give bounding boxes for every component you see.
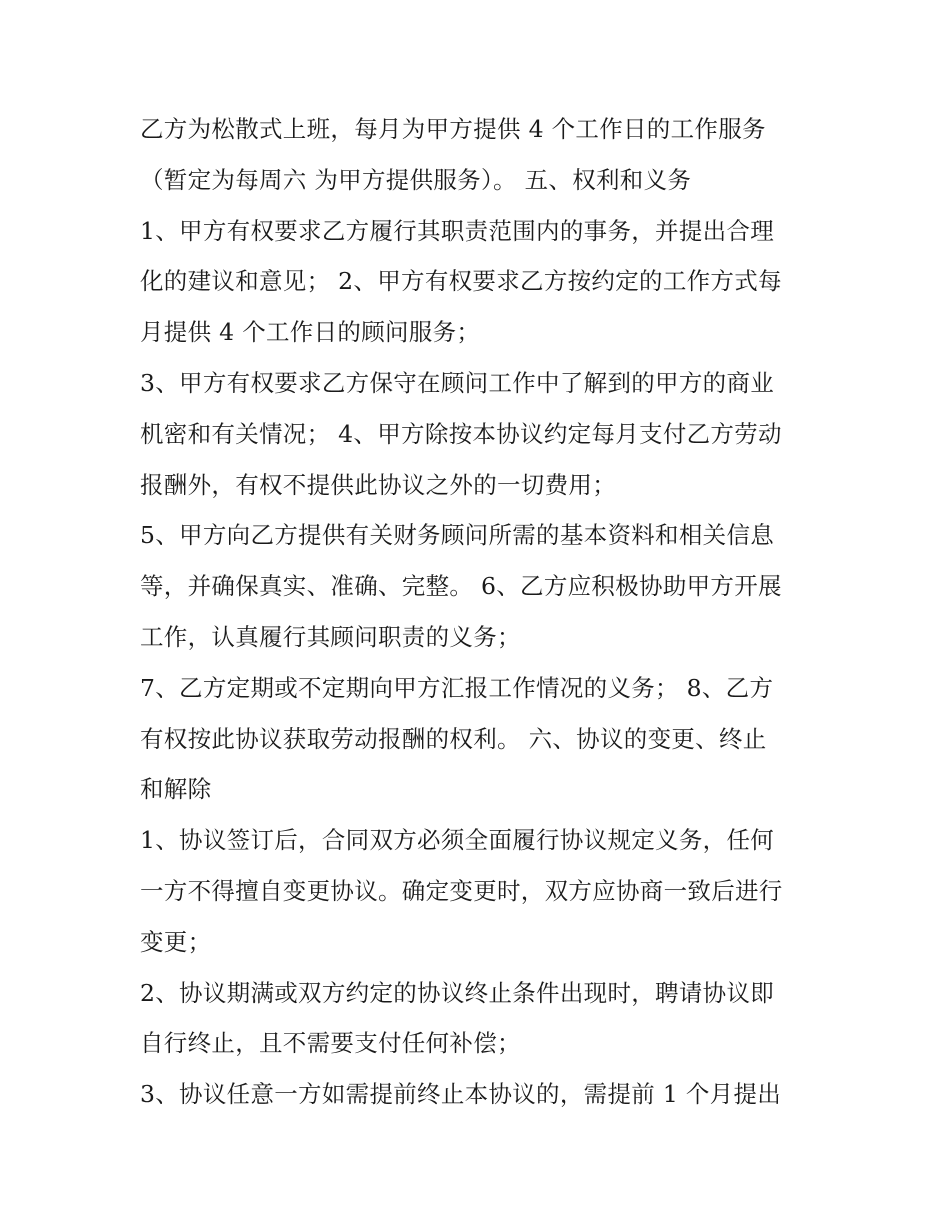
text-line: 机密和有关情况； 4、甲方除按本协议约定每月支付乙方劳动 — [140, 419, 782, 448]
text-line: 等，并确保真实、准确、完整。 6、乙方应积极协助甲方开展 — [140, 572, 782, 601]
text-line: 和解除 — [140, 775, 212, 804]
text-line: 月提供 4 个工作日的顾问服务； — [140, 318, 481, 347]
text-line: 5、甲方向乙方提供有关财务顾问所需的基本资料和相关信息 — [140, 521, 775, 550]
text-line: 报酬外，有权不提供此协议之外的一切费用； — [140, 470, 616, 499]
text-line: 3、协议任意一方如需提前终止本协议的，需提前 1 个月提出 — [140, 1080, 782, 1109]
document-body — [140, 104, 830, 1120]
text-line: 工作，认真履行其顾问职责的义务； — [140, 622, 521, 651]
text-line: 自行终止，且不需要支付任何补偿； — [140, 1029, 521, 1058]
text-line: 乙方为松散式上班，每月为甲方提供 4 个工作日的工作服务 — [140, 115, 766, 143]
text-line: 3、甲方有权要求乙方保守在顾问工作中了解到的甲方的商业 — [140, 368, 775, 397]
text-line: 变更； — [140, 927, 212, 956]
text-line: 化的建议和意见； 2、甲方有权要求乙方按约定的工作方式每 — [140, 267, 782, 296]
text-line: 2、协议期满或双方约定的协议终止条件出现时，聘请协议即 — [140, 978, 775, 1007]
text-line: 1、协议签订后，合同双方必须全面履行协议规定义务，任何 — [140, 826, 775, 855]
text-line: 一方不得擅自变更协议。确定变更时，双方应协商一致后进行 — [140, 876, 783, 905]
text-line: 7、乙方定期或不定期向甲方汇报工作情况的义务； 8、乙方 — [140, 673, 774, 702]
text-line: 1、甲方有权要求乙方履行其职责范围内的事务，并提出合理 — [140, 216, 775, 245]
text-line: 有权按此协议获取劳动报酬的权利。 六、协议的变更、终止 — [140, 724, 767, 753]
text-line: （暂定为每周六 为甲方提供服务）。 五、权利和义务 — [140, 165, 692, 194]
